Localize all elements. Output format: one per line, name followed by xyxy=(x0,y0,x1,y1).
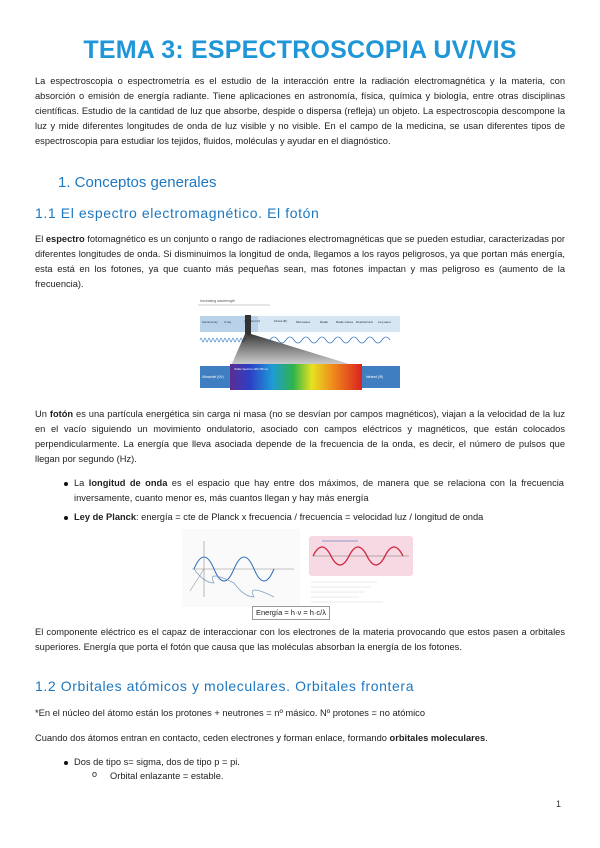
text-run: Un xyxy=(35,409,50,419)
text-run: fotomagnético es un conjunto o rango de radiaciones electromagnéticas que se pueden estudiar, caracterizadas por diferentes longitudes de onda. Si disminuimos la longitud de onda, llegamos a los rayos peligrosos, ya que portan más energía, esta está en los fotones, ya que cuanto más pequeñas sean, mas fotones impactan y mas peligroso es (aumento de la frecuencia). xyxy=(35,234,565,289)
axis-label: Increasing wavelength xyxy=(200,299,235,303)
componente-electrico-paragraph: El componente eléctrico es el capaz de interaccionar con los electrones de la materia provocando que estos pasen a orbitales superiores. Energía que porta el fotón que causa que las moléculas absorban la energía de los fotones. xyxy=(35,627,565,652)
dispersion-fan xyxy=(230,334,362,368)
text-run: es una partícula energética sin carga ni masa (no se desvían por campos magnéticos), viajan a la velocidad de la luz en el vacío siguiendo un movimiento ondulatorio, asociado con campos eléctricos y magnéticos, que están colocados perpendicularmente. La energía que lleva asociada depende de la frecuencia de la onda, es decir, el número de pulsos que llegan por segundo (Hz). xyxy=(35,409,565,464)
espectro-paragraph xyxy=(35,232,565,292)
bold-term: Ley de Planck xyxy=(74,512,137,522)
section-heading-1: 1. Conceptos generales xyxy=(58,174,217,191)
band-label: Long waves xyxy=(378,321,391,324)
band-label: Radio waves xyxy=(336,320,354,324)
wave-line xyxy=(270,337,390,343)
band-label: Microwave xyxy=(296,320,311,324)
band-label: Gamma ray xyxy=(202,320,218,324)
intro-paragraph: La espectroscopia o espectrometría es el estudio de la interacción entre la radiación electromagnética y la materia, con absorción o emisión de energía radiante. Tiene aplicaciones en astronomía, física, química y biología, entre otras disciplinas científicas. Estudio de la cantidad de luz que absorbe, despide o dispersa (refleja) un objeto. La espectroscopia descompone la luz y mide diferentes longitudes de onda de luz visible y no visible. En el campo de la medicina, se usan diferentes tipos de espectroscopia para estudiar los tejidos, fluidos, moléculas y ayudar en el diagnóstico. xyxy=(35,76,565,146)
subsection-heading-1-2: 1.2 Orbitales atómicos y moleculares. Orbitales frontera xyxy=(35,678,415,694)
band-label: Infrared (IR) xyxy=(274,320,287,323)
band-label: Broadcast band xyxy=(356,321,373,324)
text-run: Cuando dos átomos entran en contacto, ceden electrones y forman enlace, formando xyxy=(35,733,390,743)
bold-term: longitud de onda xyxy=(88,478,168,488)
text-run: : energía = cte de Planck x frecuencia / frecuencia = velocidad luz / longitud de onda xyxy=(136,512,484,522)
ir-label: Infrared (IR) xyxy=(366,375,384,379)
sub-bullet-marker: o xyxy=(92,769,98,779)
band-labels xyxy=(202,320,392,324)
bullet-orbitales-tipo: Dos de tipo s= sigma, dos de tipo p = pi. xyxy=(74,757,240,767)
bold-term: orbitales moleculares xyxy=(389,733,486,743)
bullet-dot xyxy=(64,761,68,765)
bold-term: espectro xyxy=(45,234,85,244)
text-run: La xyxy=(74,478,89,488)
electromagnetic-spectrum-figure xyxy=(190,296,408,402)
nucleo-paragraph: *En el núcleo del átomo están los protones + neutrones = nº másico. Nº protones = no atómico xyxy=(35,708,426,718)
bold-term: fotón xyxy=(49,409,74,419)
foton-paragraph xyxy=(35,407,565,467)
energy-formula-box: Energía = h·ν = h·c/λ xyxy=(252,606,330,620)
sub-bullet-orbital-enlazante: Orbital enlazante = estable. xyxy=(110,771,224,781)
bullet-dot xyxy=(64,516,68,520)
bullet-longitud-onda xyxy=(74,476,564,506)
text-run: . xyxy=(485,733,488,743)
bullet-dot xyxy=(64,482,68,486)
page-number: 1 xyxy=(556,799,562,809)
subsection-heading-1-1: 1.1 El espectro electromagnético. El fotón xyxy=(35,205,320,221)
wavelength-figure xyxy=(307,532,415,608)
page-title: TEMA 3: ESPECTROSCOPIA UV/VIS xyxy=(83,36,517,64)
band-label: Radar xyxy=(320,320,329,324)
uv-label: Ultraviolet (UV) xyxy=(202,375,224,379)
text-run: es el espacio que hay entre dos máximos, de manera que se relaciona con la frecuencia inversamente, cuanto menor es, más cuantos llegan y hay más energía xyxy=(74,478,564,503)
photon-wave-figure xyxy=(182,529,300,607)
band-label: Ultraviolet (UV) xyxy=(244,320,261,323)
visible-label: Visible Spectrum 400-700 nm xyxy=(234,368,268,371)
text-run: El xyxy=(35,234,46,244)
short-wave-line xyxy=(200,338,246,342)
band-label: X-ray xyxy=(224,320,232,324)
visible-slot xyxy=(245,315,251,334)
atomos-paragraph xyxy=(35,731,565,746)
bullet-ley-planck xyxy=(74,510,564,525)
